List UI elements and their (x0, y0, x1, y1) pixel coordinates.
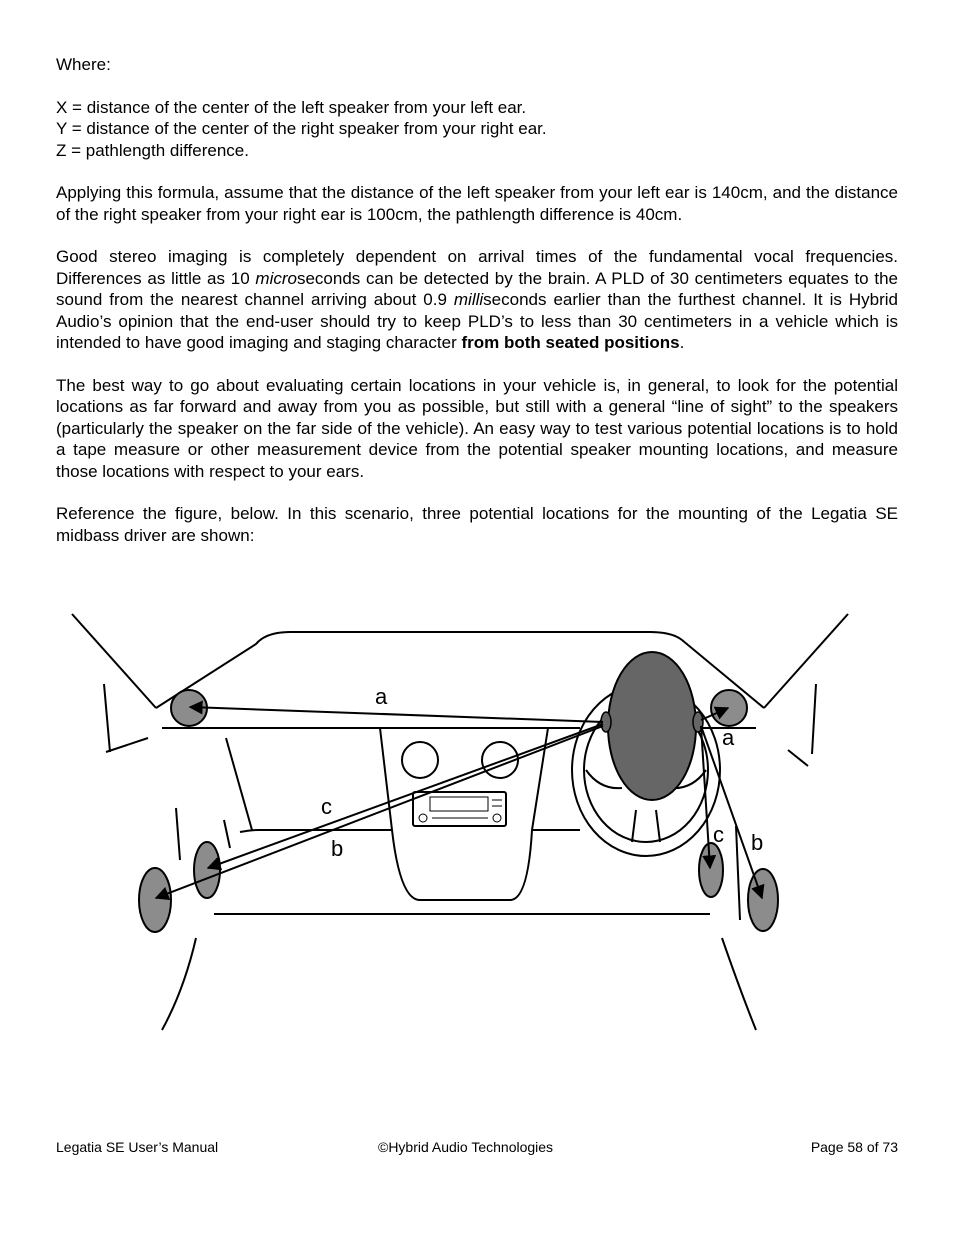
intro-text: Where: (56, 55, 111, 74)
left-a-pillar (72, 614, 156, 708)
left-window-edge (104, 684, 110, 752)
definition-z: Z = pathlength difference. (56, 140, 249, 160)
paragraph-imaging (56, 246, 898, 354)
steering-spoke-left (586, 770, 622, 788)
speaker-left-c (194, 842, 220, 898)
definition-y: Y = distance of the center of the right speaker from your right ear. (56, 119, 547, 138)
path-left-a (190, 707, 603, 722)
label-right-b: b (751, 830, 764, 855)
imaging-text-1: Good stereo imaging is completely dependent on arrival times of the fundamental vocal frequencies. Differences as little as 10 (56, 247, 898, 288)
label-right-a: a (722, 725, 735, 750)
imaging-text-2: seconds can be detected by the brain. A PLD of 30 centimeters equates to the sound from the nearest channel arriving about 0.9 (56, 268, 899, 309)
steering-spoke-bottom (632, 810, 660, 842)
right-window-edge (812, 684, 816, 754)
footer-manual-title: Legatia SE User’s Manual (56, 1139, 219, 1155)
paragraph-locations: The best way to go about evaluating certain locations in your vehicle is, in general, to look for the potential locations as far forward and away from you as possible, but still with a general “line of sight” to the speakers (particularly the speaker on the far side of the vehicle). An easy way to test various potential locations is to hold a tape measure or other measurement device from the potential speaker mounting locations, and measure those locations with respect to your ears. (56, 375, 898, 481)
car-speaker-diagram (60, 600, 860, 1040)
dash-left-panel (226, 738, 252, 830)
left-window-line (106, 738, 148, 752)
head-unit-display (430, 797, 488, 811)
paragraph-reference: Reference the figure, below. In this scenario, three potential locations for the mounting of the Legatia SE midbass driver are shown: (56, 504, 898, 545)
left-door-line (176, 808, 180, 860)
footer-copyright: ©Hybrid Audio Technologies (378, 1139, 554, 1155)
label-right-c: c (713, 822, 724, 847)
definition-x: X = distance of the center of the left speaker from your left ear. (56, 97, 527, 117)
imaging-micro: micro (255, 268, 297, 288)
vent-left (402, 742, 438, 778)
imaging-end: . (679, 333, 685, 352)
left-door-lower (224, 820, 230, 848)
paragraph-formula: Applying this formula, assume that the distance of the left speaker from your left ear is 140cm, and the distance of the right speaker from your right ear is 100cm, the pathlength difference is 40cm. (56, 183, 898, 224)
path-left-c (208, 724, 603, 868)
right-a-pillar (764, 614, 848, 708)
dash-lower-left (240, 830, 392, 832)
definitions-list (56, 97, 898, 162)
head-unit-buttons (432, 800, 502, 818)
right-door-line (736, 826, 740, 920)
speaker-right-b (748, 869, 778, 931)
imaging-milli: milli (453, 290, 484, 309)
footer-page-number: Page 58 of 73 (810, 1139, 898, 1155)
page-footer (56, 1137, 898, 1157)
imaging-text-3: seconds earlier than the furthest channel. It is Hybrid Audio’s opinion that the end-user should try to keep PLD’s to less than 30 centimeters in a vehicle which is intended to have good imaging and staging character (56, 290, 898, 352)
right-kick (722, 938, 756, 1030)
speaker-right-c (699, 843, 723, 897)
right-window-line (788, 750, 808, 766)
speaker-right-a (711, 690, 747, 726)
label-left-b: b (331, 836, 344, 861)
left-kick (162, 938, 196, 1030)
page-content (56, 54, 898, 546)
head-unit-knob-left (419, 814, 427, 822)
speaker-left-b (139, 868, 171, 932)
label-left-c: c (321, 794, 332, 819)
path-left-b (156, 726, 603, 898)
imaging-bold: from both seated positions (461, 333, 680, 352)
listener-head (608, 652, 696, 800)
label-left-a: a (375, 684, 388, 709)
head-unit-knob-right (493, 814, 501, 822)
